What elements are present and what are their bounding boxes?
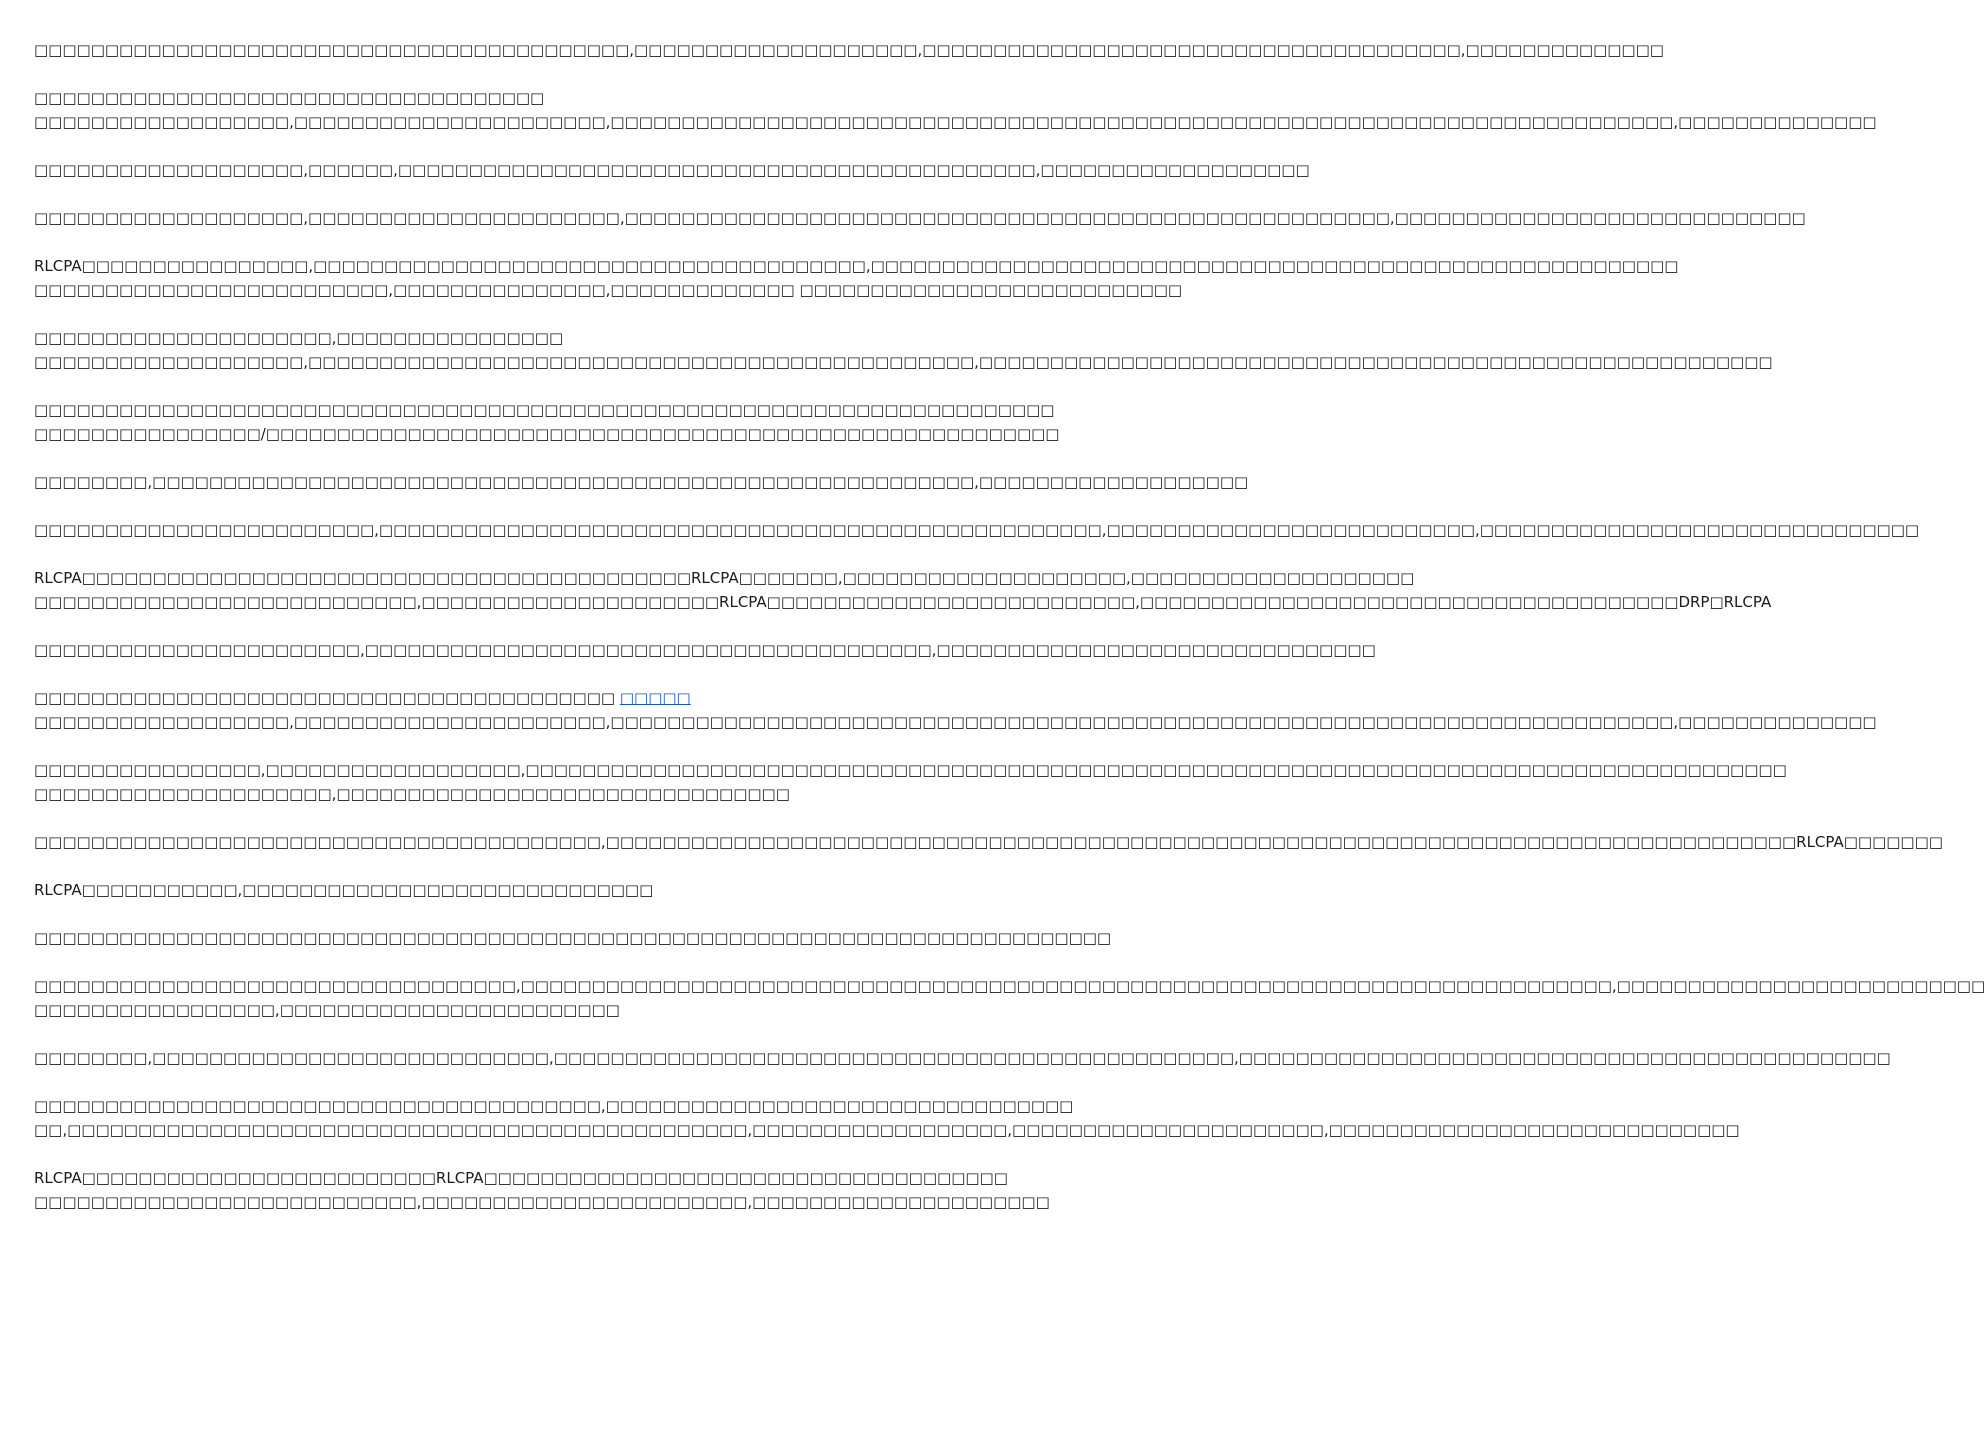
text-line: RLCPA□□□□□□□□□□□□□□□□□□□□□□□□□RLCPA□□□□□□□□□□□□□□□□□□□□□□□□□□□□□□□□□□□□□: [34, 1169, 1008, 1187]
paragraph-6: [34, 326, 1773, 374]
text-line: □□□□□□□□□□□□□□□□□□□□□□□□□□□□□□□□□□□□□□□□□□□□□□□□□□□□□□□□□□□□□□□□□□□□□□□□: [34, 401, 1055, 419]
paragraph-4: [34, 206, 1806, 230]
paragraph-5: [34, 254, 1679, 302]
text-line: □□□□□□□□□□□□□□□□□□□□□,□□□□□□□□□□□□□□□□: [34, 329, 564, 347]
text-line: □□□□□□□□□□□□□□□□□□□□□□□□□,□□□□□□□□□□□□□□□,□□□□□□□□□□□□□ □□□□□□□□□□□□□□□□□□□□□□□□□□□: [34, 281, 1183, 299]
text-line: □□□□□□□□,□□□□□□□□□□□□□□□□□□□□□□□□□□□□□□□□□□□□□□□□□□□□□□□□□□□□□□□□□□,□□□□□□□□□□□□□□□□□□□: [34, 473, 1249, 491]
text-line: □□□□□□□□□□□□□□□□□□□□□□□□□□□□□□□□□□□□□□□□,□□□□□□□□□□□□□□□□□□□□□□□□□□□□□□□□□□□□□□□□□□□□□□□□□□□□□□□□□□□□□□□□□□□□□□□□□□□□□□□□□□□□RLCPA□□□□□□□: [34, 833, 1943, 851]
text-line: □□□□□□□□□□□□□□□□□□□□□□□□□□□,□□□□□□□□□□□□□□□□□□□□□□□,□□□□□□□□□□□□□□□□□□□□□: [34, 1193, 1050, 1211]
text-line: □□,□□□□□□□□□□□□□□□□□□□□□□□□□□□□□□□□□□□□□□□□□□□□□□□□,□□□□□□□□□□□□□□□□□□,□□□□□□□□□□□□□□□□□□□□□□,□□□□□□□□□□□□□□□□□□□□□□□□□□□□□: [34, 1121, 1740, 1139]
paragraph-3: [34, 158, 1310, 182]
text-line: □□□□□□□□□□□□□□□□□□□□□□□□□□□□□□□□□□,□□□□□□□□□□□□□□□□□□□□□□□□□□□□□□□□□□□□□□□□□□□□□□□□□□□□□□□□□□□□□□□□□□□□□□□□□□□□□,□□□□□□□□□□□□□□□□□□□□□□□□□□: [34, 977, 1985, 995]
text-line: □□□□□□□□,□□□□□□□□□□□□□□□□□□□□□□□□□□□□,□□□□□□□□□□□□□□□□□□□□□□□□□□□□□□□□□□□□□□□□□□□□□□□□,□□□□□□□□□□□□□□□□□□□□□□□□□□□□□□□□□□□□□□□□□□□□□□: [34, 1049, 1891, 1067]
text-line: □□□□□□□□□□□□□□□□□□□□□□□□□□□□□□□□□□□□□□□□□□□□□□□□□□□□□□□□□□□□□□□□□□□□□□□□□□□□: [34, 929, 1112, 947]
text-line: □□□□□□□□□□□□□□□□□,□□□□□□□□□□□□□□□□□□□□□□□□: [34, 1001, 620, 1019]
paragraph-8: [34, 470, 1249, 494]
inline-link[interactable]: □□□□□: [619, 689, 691, 707]
paragraph-12: [34, 686, 1877, 734]
text-segment: □□□□□□□□□□□□□□□□□□□□□□□□□□□□□□□□□□□□□□□□□: [34, 689, 616, 707]
paragraph-18: [34, 1046, 1891, 1070]
paragraph-15: [34, 878, 990, 902]
text-line: □□□□□□□□□□□□□□□□□□□,□□□□□□□□□□□□□□□□□□□□□□,□□□□□□□□□□□□□□□□□□□□□□□□□□□□□□□□□□□□□□□□□□□□□□□□□□□□□□,□□□□□□□□□□□□□□□□□□□□□□□□□□□□□: [34, 209, 1806, 227]
text-line: □□□□□□□□□□□□□□□□□□□□□□□□□□□□□□□□□□□□□□□□□□,□□□□□□□□□□□□□□□□□□□□,□□□□□□□□□□□□□□□□□□□□□□□□□□□□□□□□□□□□□□,□□□□□□□□□□□□□□: [34, 41, 1664, 59]
paragraph-16: [34, 926, 1112, 950]
text-line: RLCPA□□□□□□□□□□□□□□□□,□□□□□□□□□□□□□□□□□□□□□□□□□□□□□□□□□□□□□□□,□□□□□□□□□□□□□□□□□□□□□□□□□□□□□□□□□□□□□□□□□□□□□□□□□□□□□□□□□: [34, 257, 1679, 275]
text-line: □□□□□□□□□□□□□□□□□□□□□□□□□□□,□□□□□□□□□□□□□□□□□□□□□RLCPA□□□□□□□□□□□□□□□□□□□□□□□□□□,□□□□□□□□□□□□□□□□□□□□□□□□□□□□□□□□□□□□□□DRP□RLCPA: [34, 593, 1772, 611]
paragraph-2: [34, 86, 1877, 134]
text-line: □□□□□□□□□□□□□□□□□□,□□□□□□□□□□□□□□□□□□□□□□,□□□□□□□□□□□□□□□□□□□□□□□□□□□□□□□□□□□□□□□□□□□□□□□□□□□□□□□□□□□□□□□□□□□□□□□□□□□,□□□□□□□□□□□□□□: [34, 113, 1877, 131]
text-line: □□□□□□□□□□□□□□□□□□□□□,□□□□□□□□□□□□□□□□□□□□□□□□□□□□□□□□: [34, 785, 790, 803]
paragraph-7: [34, 398, 1060, 446]
paragraph-1: [34, 38, 1664, 62]
text-line: RLCPA□□□□□□□□□□□,□□□□□□□□□□□□□□□□□□□□□□□□□□□□□: [34, 881, 654, 899]
paragraph-17: [34, 974, 1985, 1022]
text-line-with-link: [34, 686, 990, 710]
text-line: □□□□□□□□□□□□□□□□□□□□□□□,□□□□□□□□□□□□□□□□□□□□□□□□□□□□□□□□□□□□□□□□,□□□□□□□□□□□□□□□□□□□□□□□□□□□□□□□: [34, 641, 1376, 659]
paragraph-14: [34, 830, 1943, 854]
text-line: □□□□□□□□□□□□□□□□□□□□□□□□□□□□□□□□□□□□: [34, 89, 545, 107]
paragraph-13: [34, 758, 1787, 806]
paragraph-20: [34, 1166, 1050, 1214]
text-line: □□□□□□□□□□□□□□□□□□□,□□□□□□□□□□□□□□□□□□□□□□□□□□□□□□□□□□□□□□□□□□□□□□□,□□□□□□□□□□□□□□□□□□□□□□□□□□□□□□□□□□□□□□□□□□□□□□□□□□□□□□□□: [34, 353, 1773, 371]
paragraph-10: [34, 566, 1772, 614]
text-line: □□□□□□□□□□□□□□□□□□,□□□□□□□□□□□□□□□□□□□□□□,□□□□□□□□□□□□□□□□□□□□□□□□□□□□□□□□□□□□□□□□□□□□□□□□□□□□□□□□□□□□□□□□□□□□□□□□□□□,□□□□□□□□□□□□□□: [34, 713, 1877, 731]
text-line: □□□□□□□□□□□□□□□□/□□□□□□□□□□□□□□□□□□□□□□□□□□□□□□□□□□□□□□□□□□□□□□□□□□□□□□□□: [34, 425, 1060, 443]
paragraph-19: [34, 1094, 1740, 1142]
text-line: □□□□□□□□□□□□□□□□,□□□□□□□□□□□□□□□□□□,□□□□□□□□□□□□□□□□□□□□□□□□□□□□□□□□□□□□□□□□□□□□□□□□□□□□□□□□□□□□□□□□□□□□□□□□□□□□□□□□□□□□□□□□□: [34, 761, 1787, 779]
paragraph-11: [34, 638, 1376, 662]
paragraph-9: [34, 518, 1920, 542]
text-line: □□□□□□□□□□□□□□□□□□□□□□□□,□□□□□□□□□□□□□□□□□□□□□□□□□□□□□□□□□□□□□□□□□□□□□□□□□□□,□□□□□□□□□□□□□□□□□□□□□□□□□□,□□□□□□□□□□□□□□□□□□□□□□□□□□□□□□□: [34, 521, 1920, 539]
document-body: [34, 38, 1985, 1238]
text-line: □□□□□□□□□□□□□□□□□□□□□□□□□□□□□□□□□□□□□□□□,□□□□□□□□□□□□□□□□□□□□□□□□□□□□□□□□□: [34, 1097, 1074, 1115]
text-line: □□□□□□□□□□□□□□□□□□□,□□□□□□,□□□□□□□□□□□□□□□□□□□□□□□□□□□□□□□□□□□□□□□□□□□□□,□□□□□□□□□□□□□□□□□□□: [34, 161, 1310, 179]
text-line: RLCPA□□□□□□□□□□□□□□□□□□□□□□□□□□□□□□□□□□□□□□□□□□□RLCPA□□□□□□□,□□□□□□□□□□□□□□□□□□□□,□□□□□□□□□□□□□□□□□□□□: [34, 569, 1415, 587]
